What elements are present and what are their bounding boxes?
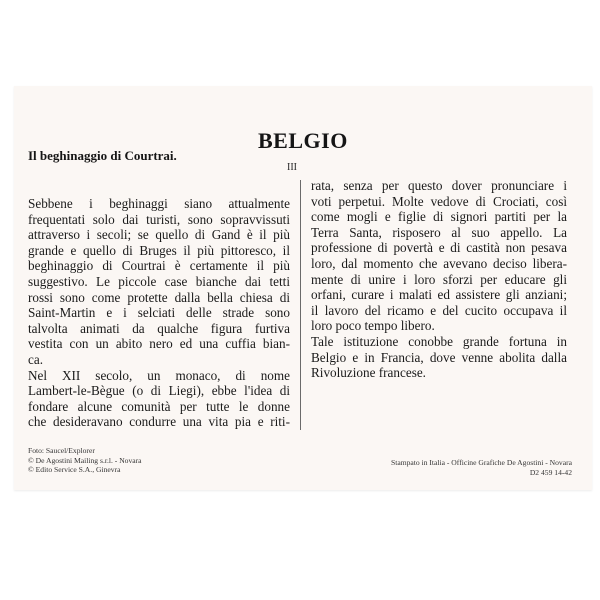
page-title: BELGIO (258, 128, 348, 153)
printer-line: Stampato in Italia - Officine Grafiche De Agostini - Novara (391, 458, 572, 467)
text-line: ca. (28, 351, 44, 367)
text-line: Rivoluzione francese. (311, 365, 426, 381)
text-line: vestita con un abito nero ed una cuffia bian- (28, 336, 290, 352)
text-line: Nel XII secolo, un monaco, di nome (28, 367, 290, 383)
text-line: che desideravano condurre una vita pia e riti- (28, 414, 290, 430)
text-line: attraverso i secoli; se quello di Gand è il più (28, 227, 290, 243)
text-line: talvolta animati da qualche figura furtiva (28, 320, 290, 336)
text-line: il lavoro del ricamo e del cucito occupava il (311, 302, 567, 318)
text-column-right (311, 178, 567, 381)
text-line: fondare alcune comunità per tutte le donne (28, 398, 290, 414)
text-line: grande e quello di Bruges il più pittoresco, il (28, 242, 290, 258)
text-line: loro, dal momento che avevano deciso libera- (311, 255, 567, 271)
text-line: suggestivo. Le piccole case bianche dai tetti (28, 273, 290, 289)
text-line: come mogli e figlie di signori partiti per la (311, 209, 567, 225)
credit-line: © De Agostini Mailing s.r.l. - Novara (28, 455, 142, 465)
text-line: Saint-Martin e i selciati delle strade sono (28, 305, 290, 321)
text-line: loro poco tempo libero. (311, 318, 435, 334)
text-line: orfani, curare i malati ed assistere gli anziani; (311, 287, 567, 303)
photo-credits (28, 446, 142, 475)
printer-info (391, 458, 572, 477)
printer-code: D2 459 14-42 (529, 467, 572, 477)
text-line: beghinaggio di Courtrai è certamente il più (28, 258, 290, 274)
credit-line: © Edito Service S.A., Ginevra (28, 465, 121, 475)
text-line: mente di unire i loro sforzi per educare gli (311, 271, 567, 287)
text-line: rata, senza per questo dover pronunciare i (311, 178, 567, 193)
text-line: rossi sono come protette dalla bella chiesa di (28, 289, 290, 305)
text-line: Belgio e in Francia, dove venne abolita dalla (311, 349, 567, 365)
text-line: Tale istituzione conobbe grande fortuna in (311, 333, 567, 349)
text-line: voti perpetui. Molte vedove di Crociati, così (311, 193, 567, 209)
column-divider (300, 180, 301, 430)
credit-line: Foto: Saucel/Explorer (28, 446, 95, 455)
text-column-left (28, 196, 290, 430)
text-line: frequentati solo dai turisti, sono sopravvissuti (28, 211, 290, 227)
subtitle: Il beghinaggio di Courtrai. (28, 148, 177, 163)
volume-number: III (287, 162, 297, 173)
text-line: Lambert-le-Bègue (o di Liegi), ebbe l'idea di (28, 383, 290, 399)
text-line: professione di povertà e di castità non pesava (311, 240, 567, 256)
text-line: Sebbene i beghinaggi siano attualmente (28, 196, 290, 211)
text-line: Terra Santa, risposero al suo appello. La (311, 224, 567, 240)
